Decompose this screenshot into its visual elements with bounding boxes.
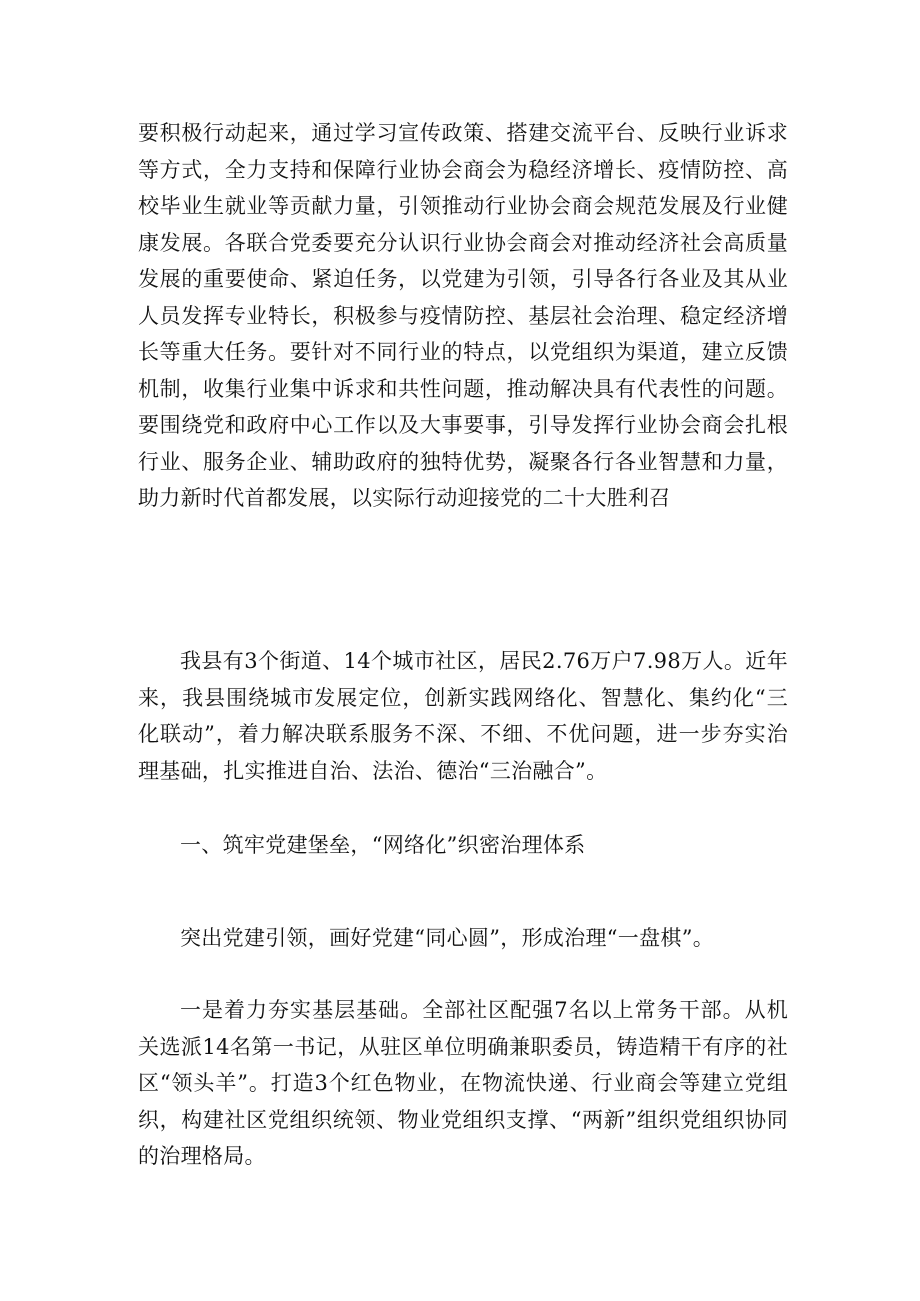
paragraph-grassroots-foundation: 一是着力夯实基层基础。全部社区配强7名以上常务干部。从机关选派14名第一书记，从驻区单位明确兼职委员，铸造精干有序的社区“领头羊”。打造3个红色物业，在物流快递、行业商会等建立党组织，构建社区党组织统领、物业党组织支撑、“两新”组织党组织协同的治理格局。 [138,998,788,1168]
paragraph-industry-associations: 要积极行动起来，通过学习宣传政策、搭建交流平台、反映行业诉求等方式，全力支持和保障行业协会商会为稳经济增长、疫情防控、高校毕业生就业等贡献力量，引领推动行业协会商会规范发展及行业健康发展。各联合党委要充分认识行业协会商会对推动经济社会高质量发展的重要使命、紧迫任务，以党建为引领，引导各行各业及其从业人员发挥专业特长，积极参与疫情防控、基层社会治理、稳定经济增长等重大任务。要针对不同行业的特点，以党组织为渠道，建立反馈机制，收集行业集中诉求和共性问题，推动解决具有代表性的问题。要围绕党和政府中心工作以及大事要事，引导发挥行业协会商会扎根行业、服务企业、辅助政府的独特优势，凝聚各行各业智慧和力量，助力新时代首都发展，以实际行动迎接党的二十大胜利召 [138,121,788,510]
paragraph-party-leadership: 突出党建引领，画好党建“同心圆”，形成治理“一盘棋”。 [180,926,715,950]
paragraph-county-overview: 我县有3个街道、14个城市社区，居民2.76万户7.98万人。近年来，我县围绕城市发展定位，创新实践网络化、智慧化、集约化“三化联动”，着力解决联系服务不深、不细、不优问题，进一步夯实治理基础，扎实推进自治、法治、德治“三治融合”。 [138,649,788,783]
section-heading: 一、筑牢党建堡垒，“网络化”织密治理体系 [180,833,586,857]
